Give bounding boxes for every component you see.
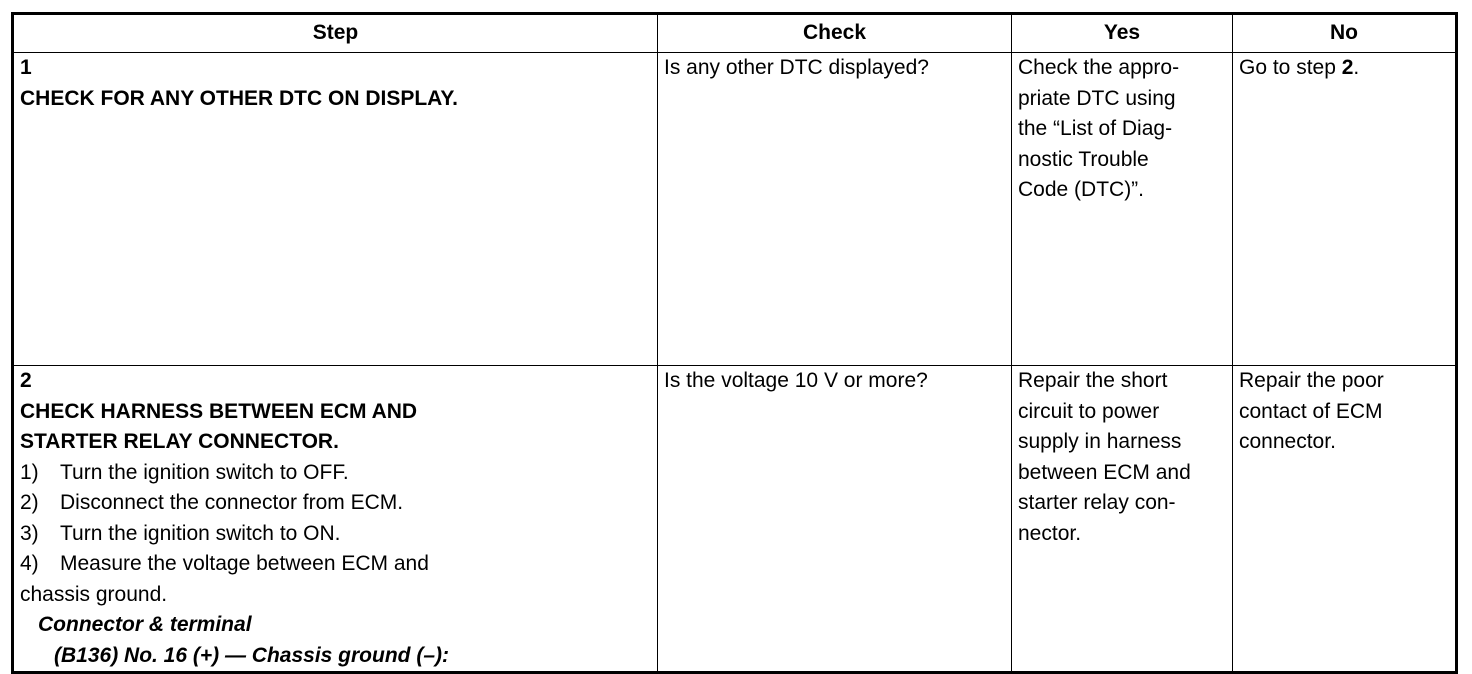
table-row [13, 366, 1457, 673]
substep-continuation: chassis ground. [20, 582, 168, 606]
no-step-link: 2 [1341, 56, 1354, 79]
substep-text: Turn the ignition switch to ON. [60, 521, 341, 545]
check-cell [658, 53, 1012, 366]
substep [20, 519, 540, 550]
substep-text: Turn the ignition switch to OFF. [60, 460, 349, 484]
check-text: Is any other DTC displayed? [664, 56, 929, 79]
header-check: Check [658, 14, 1012, 53]
substep-text: Measure the voltage between ECM and [60, 552, 429, 575]
yes-line: supply in harness [1018, 430, 1182, 453]
step-number: 2 [20, 369, 32, 392]
substep-text: Disconnect the connector from ECM. [60, 491, 404, 514]
connector-label: Connector & terminal [38, 613, 252, 636]
yes-line: Check the appro- [1018, 56, 1180, 79]
header-row [13, 14, 1457, 53]
no-text [1239, 53, 1449, 84]
substep [20, 488, 540, 519]
yes-cell [1012, 366, 1233, 673]
yes-line: Repair the short [1018, 369, 1168, 392]
no-cell [1233, 53, 1457, 366]
yes-line: starter relay con- [1018, 491, 1176, 514]
substep-number: 2) [20, 491, 39, 514]
no-line: connector. [1239, 430, 1336, 453]
yes-line: nector. [1018, 521, 1082, 545]
yes-cell [1012, 53, 1233, 366]
step-cell [13, 53, 658, 366]
table-row [13, 53, 1457, 366]
substep-number: 4) [20, 552, 39, 575]
connector-terminal: (B136) No. 16 (+) — Chassis ground (–): [54, 643, 449, 667]
step-title-line: STARTER RELAY CONNECTOR. [20, 430, 339, 453]
no-cell [1233, 366, 1457, 673]
no-suffix: . [1353, 56, 1360, 79]
check-cell [658, 366, 1012, 673]
step-cell [13, 366, 658, 673]
yes-line: nostic Trouble [1018, 147, 1149, 171]
yes-line: priate DTC using [1018, 86, 1176, 110]
header-no: No [1233, 14, 1457, 53]
step-title: CHECK FOR ANY OTHER DTC ON DISPLAY. [20, 86, 458, 110]
diagnostic-table [11, 12, 1458, 674]
step-number: 1 [20, 56, 32, 79]
header-step: Step [13, 14, 658, 53]
substep-number: 3) [20, 521, 39, 545]
substep-number: 1) [20, 460, 39, 484]
step-title-line: CHECK HARNESS BETWEEN ECM AND [20, 399, 418, 423]
substep [20, 549, 540, 580]
check-text: Is the voltage 10 V or more? [664, 369, 928, 392]
header-yes: Yes [1012, 14, 1233, 53]
no-line: Repair the poor [1239, 369, 1384, 392]
no-line: contact of ECM [1239, 399, 1383, 423]
yes-line: circuit to power [1018, 399, 1160, 423]
no-prefix: Go to step [1239, 56, 1342, 79]
yes-line: Code (DTC)”. [1018, 178, 1145, 201]
substep [20, 458, 540, 489]
yes-line: the “List of Diag- [1018, 117, 1173, 140]
yes-line: between ECM and [1018, 460, 1191, 484]
